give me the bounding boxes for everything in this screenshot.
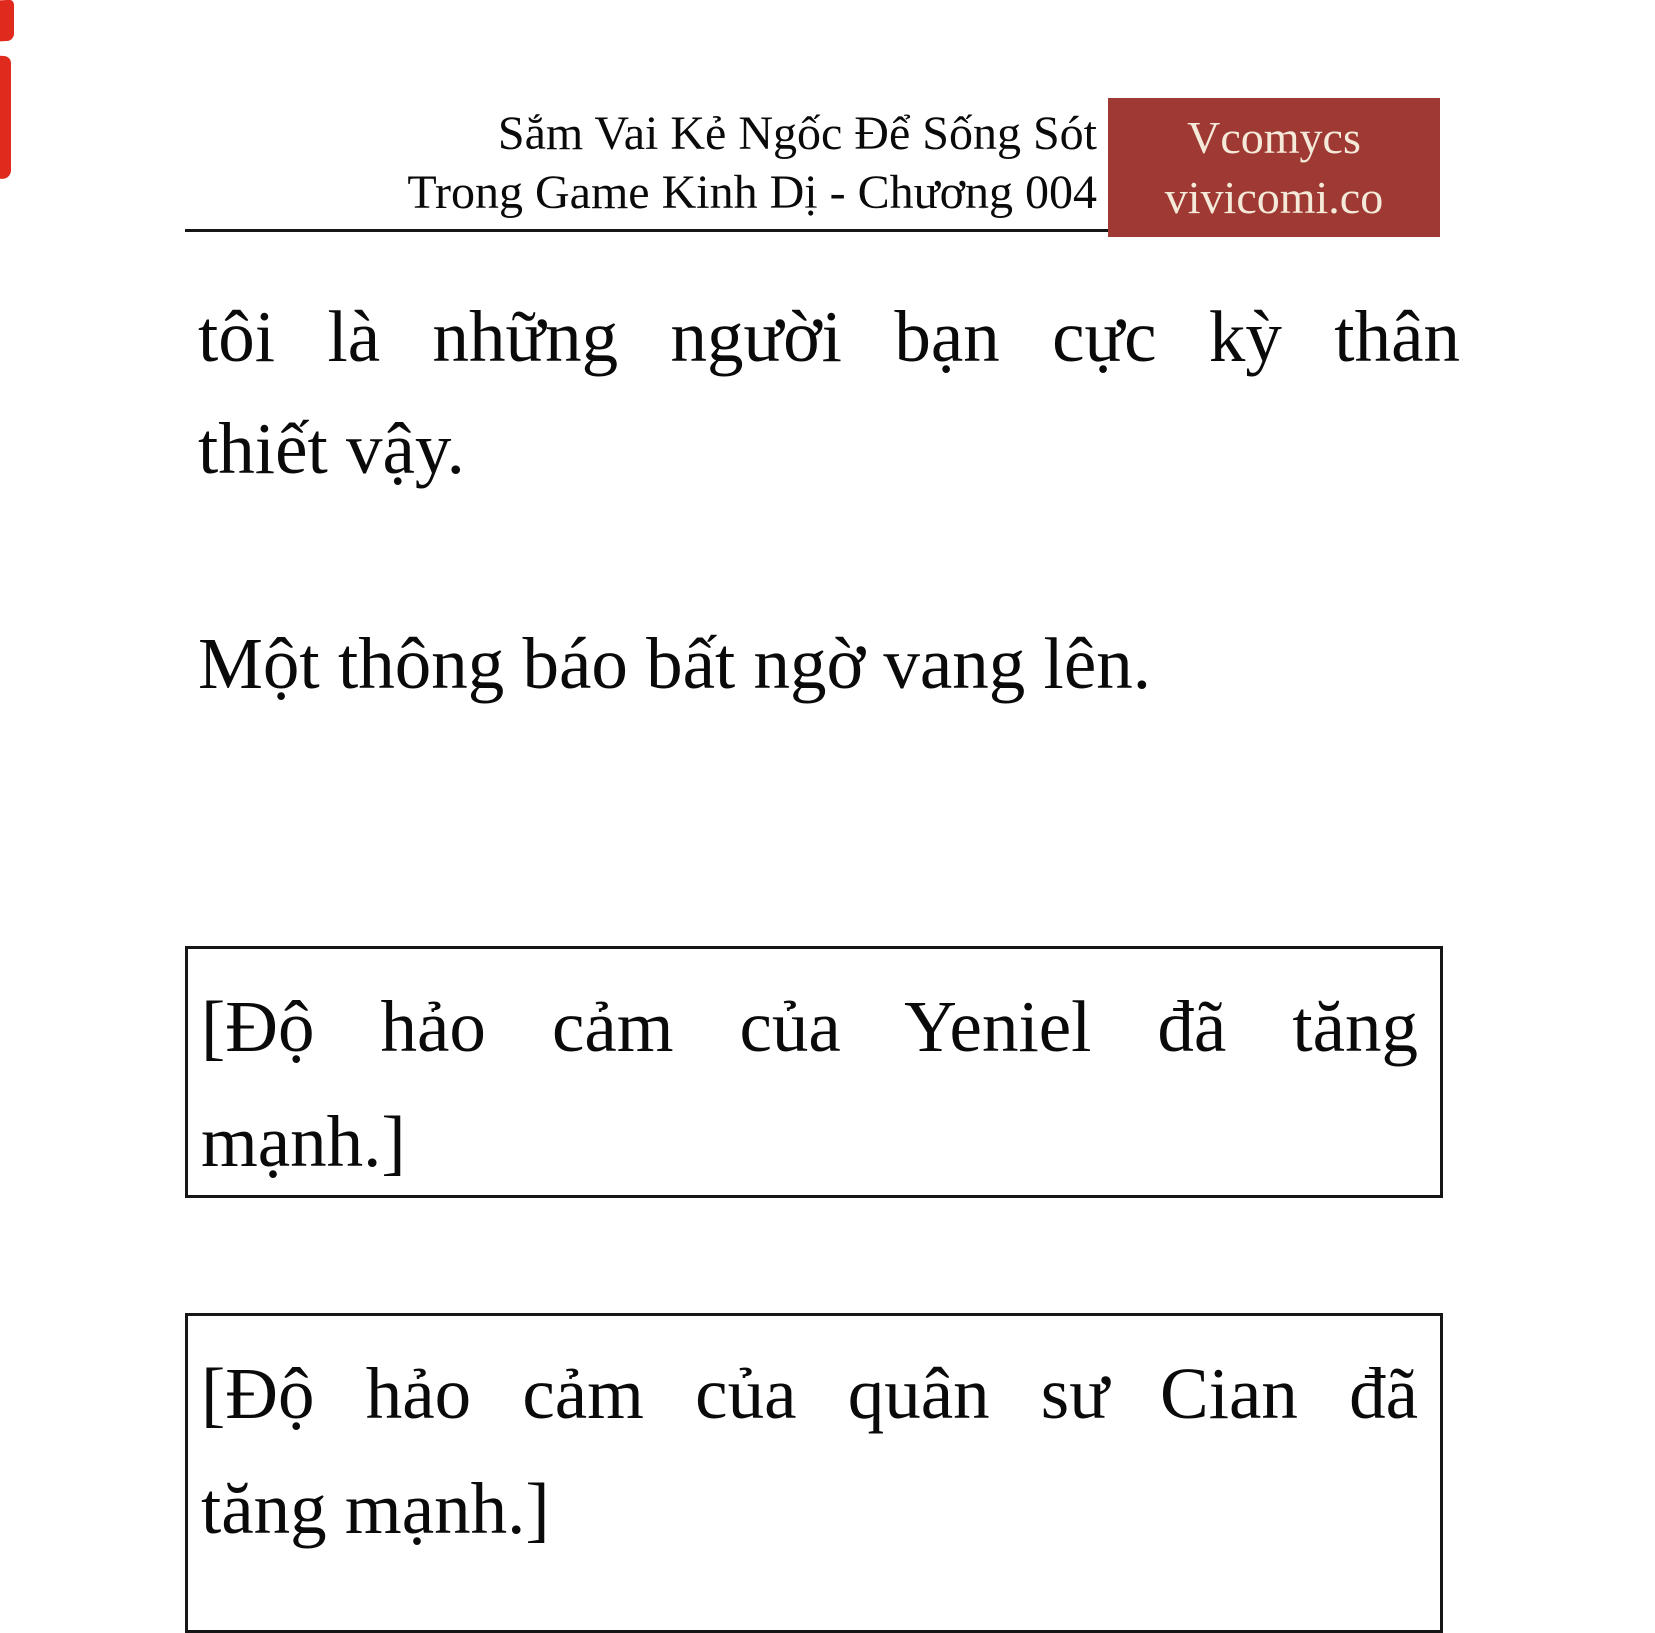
paragraph <box>198 608 1460 720</box>
notice-line: [Độ hảo cảm của quân sư Cian đã <box>201 1353 1418 1434</box>
chapter-header <box>200 104 1097 222</box>
header-divider <box>185 229 1108 232</box>
red-pen-mark-bottom <box>0 56 11 179</box>
notice-line: mạnh.] <box>201 1101 406 1182</box>
system-notice-box <box>185 946 1443 1198</box>
red-pen-mark-top <box>0 0 14 41</box>
paragraph <box>198 281 1460 505</box>
chapter-subtitle: Trong Game Kinh Dị - Chương 004 <box>407 166 1097 219</box>
notice-line: [Độ hảo cảm của Yeniel đã tăng <box>201 986 1418 1067</box>
paragraph-line: tôi là những người bạn cực kỳ thân <box>198 296 1460 377</box>
brand-name: Vcomycs <box>1187 111 1361 163</box>
paragraph-line: thiết vậy. <box>198 408 465 489</box>
translator-brand-badge <box>1108 98 1440 237</box>
brand-site: vivicomi.co <box>1164 171 1384 223</box>
paragraph-line: Một thông báo bất ngờ vang lên. <box>198 623 1151 704</box>
notice-line: tăng mạnh.] <box>201 1468 550 1549</box>
series-title: Sắm Vai Kẻ Ngốc Để Sống Sót <box>497 107 1097 160</box>
system-notice-box <box>185 1313 1443 1633</box>
